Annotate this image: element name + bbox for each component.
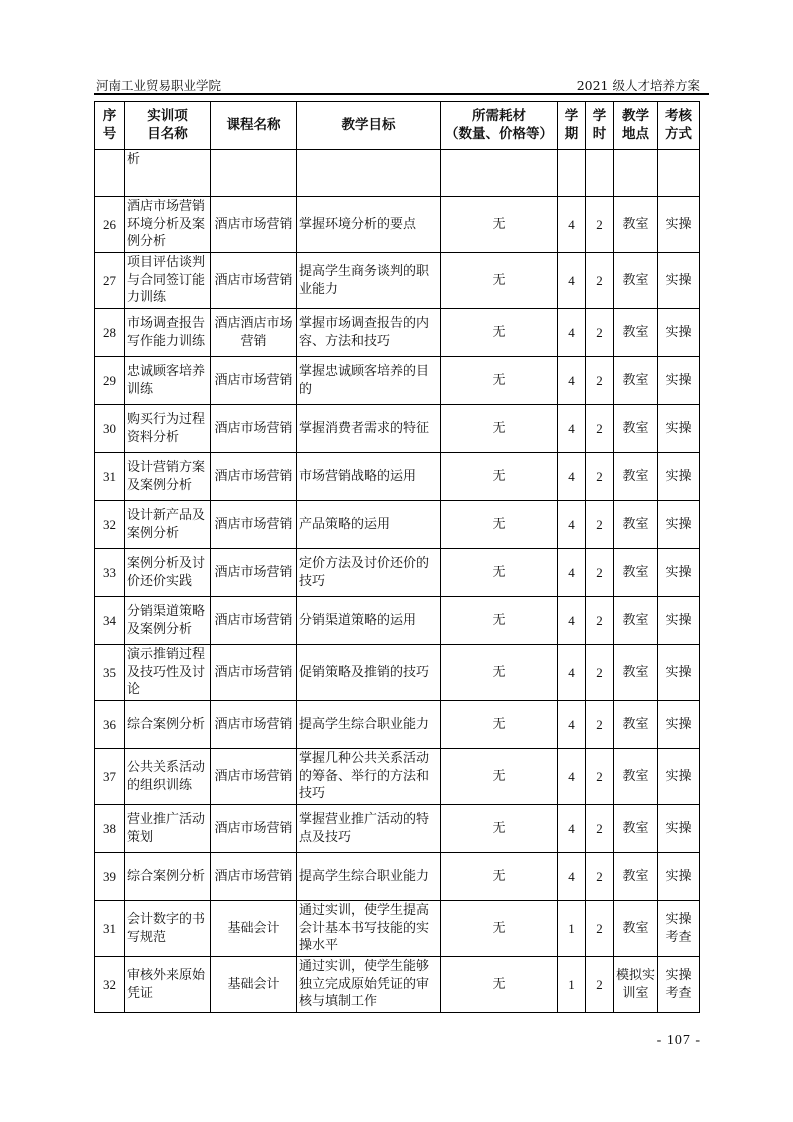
cell-assess: 实操 [658, 749, 700, 805]
cell-place: 教室 [614, 749, 658, 805]
cell-term: 4 [558, 501, 586, 549]
cell-term: 4 [558, 853, 586, 901]
cell-goal: 促销策略及推销的技巧 [297, 645, 441, 701]
cell-place: 教室 [614, 901, 658, 957]
table-row [95, 645, 700, 701]
table-row [95, 749, 700, 805]
table-row [95, 549, 700, 597]
cell-assess: 实操 [658, 805, 700, 853]
cell-no: 39 [95, 853, 125, 901]
cell-no: 28 [95, 309, 125, 357]
col-header-label: 实训项 目名称 [147, 108, 188, 142]
cell-material: 无 [441, 853, 558, 901]
cell-material: 无 [441, 901, 558, 957]
cell-place: 教室 [614, 197, 658, 253]
cell-term: 4 [558, 549, 586, 597]
cell-hours: 2 [586, 805, 614, 853]
cell-material: 无 [441, 253, 558, 309]
cell-term: 4 [558, 701, 586, 749]
table-row [95, 957, 700, 1013]
cell-course: 酒店市场营销 [211, 453, 297, 501]
cell-term: 4 [558, 357, 586, 405]
cell-course: 酒店市场营销 [211, 549, 297, 597]
header-plan-title: 2021 级人才培养方案 [576, 78, 700, 93]
cell-goal [297, 150, 441, 197]
cell-hours: 2 [586, 957, 614, 1013]
cell-assess: 实操 [658, 549, 700, 597]
cell-no: 29 [95, 357, 125, 405]
col-header-goal [297, 102, 441, 150]
cell-material: 无 [441, 645, 558, 701]
cell-assess: 实操 [658, 197, 700, 253]
cell-no: 33 [95, 549, 125, 597]
cell-place: 教室 [614, 701, 658, 749]
cell-no: 34 [95, 597, 125, 645]
cell-material: 无 [441, 357, 558, 405]
cell-course: 基础会计 [211, 957, 297, 1013]
cell-project: 市场调查报告写作能力训练 [125, 309, 211, 357]
cell-project: 综合案例分析 [125, 853, 211, 901]
col-header-course [211, 102, 297, 150]
cell-course: 酒店市场营销 [211, 645, 297, 701]
cell-no: 31 [95, 901, 125, 957]
cell-course: 酒店市场营销 [211, 597, 297, 645]
cell-goal: 掌握忠诚顾客培养的目的 [297, 357, 441, 405]
table-header-row [95, 102, 700, 150]
cell-goal: 市场营销战略的运用 [297, 453, 441, 501]
cell-no: 36 [95, 701, 125, 749]
col-header-project [125, 102, 211, 150]
cell-term: 4 [558, 405, 586, 453]
header-rule [94, 93, 709, 95]
cell-place: 模拟实训室 [614, 957, 658, 1013]
col-header-label: 学 期 [564, 108, 579, 142]
cell-goal: 提高学生综合职业能力 [297, 701, 441, 749]
cell-hours: 2 [586, 749, 614, 805]
cell-project: 析 [125, 150, 211, 197]
cell-assess: 实操 [658, 253, 700, 309]
cell-hours [586, 150, 614, 197]
cell-no: 27 [95, 253, 125, 309]
cell-term: 4 [558, 453, 586, 501]
cell-no [95, 150, 125, 197]
cell-material: 无 [441, 453, 558, 501]
cell-project: 购买行为过程资料分析 [125, 405, 211, 453]
cell-material: 无 [441, 597, 558, 645]
cell-term: 4 [558, 253, 586, 309]
cell-goal: 通过实训，使学生提高会计基本书写技能的实操水平 [297, 901, 441, 957]
col-header-no [95, 102, 125, 150]
cell-material: 无 [441, 405, 558, 453]
table-row [95, 253, 700, 309]
cell-goal: 掌握营业推广活动的特点及技巧 [297, 805, 441, 853]
cell-material: 无 [441, 805, 558, 853]
cell-hours: 2 [586, 853, 614, 901]
table-row [95, 701, 700, 749]
cell-no: 38 [95, 805, 125, 853]
cell-no: 32 [95, 501, 125, 549]
cell-hours: 2 [586, 309, 614, 357]
table-row [95, 453, 700, 501]
cell-place: 教室 [614, 645, 658, 701]
cell-project: 设计新产品及案例分析 [125, 501, 211, 549]
cell-material: 无 [441, 197, 558, 253]
cell-course: 酒店市场营销 [211, 853, 297, 901]
cell-project: 设计营销方案及案例分析 [125, 453, 211, 501]
cell-project: 综合案例分析 [125, 701, 211, 749]
col-header-label: 序 号 [102, 108, 117, 142]
cell-project: 酒店市场营销环境分析及案例分析 [125, 197, 211, 253]
cell-goal: 提高学生综合职业能力 [297, 853, 441, 901]
cell-assess [658, 150, 700, 197]
cell-no: 31 [95, 453, 125, 501]
cell-goal: 定价方法及讨价还价的技巧 [297, 549, 441, 597]
cell-project: 忠诚顾客培养训练 [125, 357, 211, 405]
cell-hours: 2 [586, 501, 614, 549]
cell-goal: 掌握消费者需求的特征 [297, 405, 441, 453]
cell-assess: 实操 [658, 701, 700, 749]
cell-goal: 掌握市场调查报告的内容、方法和技巧 [297, 309, 441, 357]
cell-material: 无 [441, 749, 558, 805]
cell-course: 酒店市场营销 [211, 253, 297, 309]
cell-material: 无 [441, 501, 558, 549]
cell-goal: 掌握几种公共关系活动的筹备、举行的方法和技巧 [297, 749, 441, 805]
cell-hours: 2 [586, 197, 614, 253]
cell-project: 分销渠道策略及案例分析 [125, 597, 211, 645]
cell-hours: 2 [586, 645, 614, 701]
cell-material [441, 150, 558, 197]
col-header-material [441, 102, 558, 150]
cell-course: 基础会计 [211, 901, 297, 957]
cell-project: 会计数字的书写规范 [125, 901, 211, 957]
cell-assess: 实操 [658, 853, 700, 901]
table-row [95, 405, 700, 453]
cell-assess: 实操考查 [658, 901, 700, 957]
cell-project: 项目评估谈判与合同签订能力训练 [125, 253, 211, 309]
cell-term: 4 [558, 197, 586, 253]
cell-course: 酒店市场营销 [211, 405, 297, 453]
cell-term: 1 [558, 901, 586, 957]
col-header-place [614, 102, 658, 150]
cell-term: 4 [558, 597, 586, 645]
page-number: - 107 - [656, 1033, 701, 1048]
cell-project: 营业推广活动策划 [125, 805, 211, 853]
cell-assess: 实操 [658, 357, 700, 405]
cell-course: 酒店市场营销 [211, 749, 297, 805]
cell-hours: 2 [586, 357, 614, 405]
cell-course: 酒店市场营销 [211, 501, 297, 549]
cell-no: 30 [95, 405, 125, 453]
table-row [95, 197, 700, 253]
cell-place: 教室 [614, 549, 658, 597]
cell-no: 26 [95, 197, 125, 253]
col-header-label: 教学目标 [341, 116, 396, 133]
table-row [95, 901, 700, 957]
cell-course: 酒店酒店市场营销 [211, 309, 297, 357]
col-header-label: 教学 地点 [622, 108, 649, 142]
cell-assess: 实操 [658, 597, 700, 645]
table-row [95, 309, 700, 357]
cell-course: 酒店市场营销 [211, 701, 297, 749]
cell-course: 酒店市场营销 [211, 805, 297, 853]
table-row [95, 853, 700, 901]
cell-goal: 提高学生商务谈判的职业能力 [297, 253, 441, 309]
col-header-label: 考核 方式 [665, 108, 692, 142]
col-header-term [558, 102, 586, 150]
cell-course: 酒店市场营销 [211, 197, 297, 253]
cell-place: 教室 [614, 309, 658, 357]
col-header-label: 所需耗材 （数量、价格等） [445, 108, 553, 142]
cell-goal: 掌握环境分析的要点 [297, 197, 441, 253]
cell-goal: 产品策略的运用 [297, 501, 441, 549]
col-header-assess [658, 102, 700, 150]
cell-hours: 2 [586, 253, 614, 309]
cell-course [211, 150, 297, 197]
cell-hours: 2 [586, 597, 614, 645]
cell-assess: 实操 [658, 645, 700, 701]
cell-assess: 实操 [658, 405, 700, 453]
table-row [95, 805, 700, 853]
table-row [95, 357, 700, 405]
cell-term: 4 [558, 645, 586, 701]
cell-hours: 2 [586, 549, 614, 597]
cell-term: 4 [558, 749, 586, 805]
cell-assess: 实操 [658, 309, 700, 357]
cell-no: 37 [95, 749, 125, 805]
cell-term [558, 150, 586, 197]
cell-project: 案例分析及讨价还价实践 [125, 549, 211, 597]
cell-no: 35 [95, 645, 125, 701]
table-row [95, 597, 700, 645]
cell-material: 无 [441, 957, 558, 1013]
cell-project: 审核外来原始凭证 [125, 957, 211, 1013]
continuation-row [95, 150, 700, 197]
cell-term: 1 [558, 957, 586, 1013]
cell-project: 演示推销过程及技巧性及讨论 [125, 645, 211, 701]
training-table [94, 101, 700, 1013]
cell-place: 教室 [614, 597, 658, 645]
cell-goal: 通过实训，使学生能够独立完成原始凭证的审核与填制工作 [297, 957, 441, 1013]
table-row [95, 501, 700, 549]
cell-material: 无 [441, 701, 558, 749]
header-school-name: 河南工业贸易职业学院 [96, 78, 222, 93]
cell-place [614, 150, 658, 197]
cell-place: 教室 [614, 853, 658, 901]
cell-material: 无 [441, 549, 558, 597]
cell-term: 4 [558, 805, 586, 853]
cell-assess: 实操 [658, 501, 700, 549]
cell-place: 教室 [614, 805, 658, 853]
col-header-hours [586, 102, 614, 150]
cell-goal: 分销渠道策略的运用 [297, 597, 441, 645]
cell-material: 无 [441, 309, 558, 357]
cell-assess: 实操 [658, 453, 700, 501]
col-header-label: 课程名称 [226, 116, 281, 133]
cell-hours: 2 [586, 901, 614, 957]
cell-term: 4 [558, 309, 586, 357]
cell-hours: 2 [586, 453, 614, 501]
cell-place: 教室 [614, 453, 658, 501]
cell-place: 教室 [614, 405, 658, 453]
cell-place: 教室 [614, 501, 658, 549]
cell-course: 酒店市场营销 [211, 357, 297, 405]
cell-place: 教室 [614, 357, 658, 405]
col-header-label: 学 时 [592, 108, 607, 142]
cell-hours: 2 [586, 405, 614, 453]
cell-place: 教室 [614, 253, 658, 309]
cell-assess: 实操考查 [658, 957, 700, 1013]
cell-hours: 2 [586, 701, 614, 749]
cell-project: 公共关系活动的组织训练 [125, 749, 211, 805]
cell-no: 32 [95, 957, 125, 1013]
